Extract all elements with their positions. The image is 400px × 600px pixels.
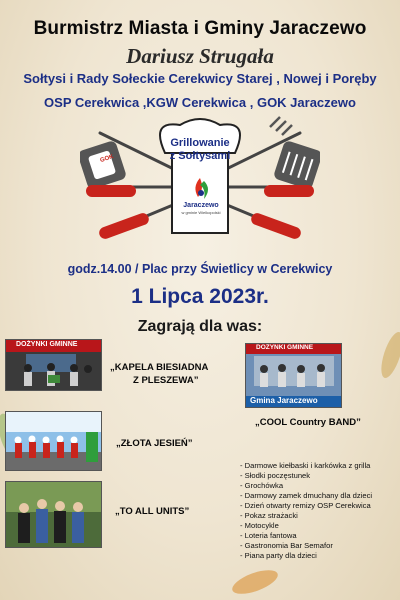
leaf-decoration-bottom: [225, 560, 285, 600]
gmina-caption: Gmina Jaraczewo: [250, 396, 318, 405]
attraction-item: - Piana party dla dzieci: [240, 551, 317, 560]
attraction-item: - Loteria fantowa: [240, 531, 297, 540]
time-and-place: godz.14.00 / Plac przy Świetlicy w Cerekwicy: [67, 262, 333, 276]
attraction-item: - Darmowy zamek dmuchany dla dzieci: [240, 491, 373, 500]
band-photo-zlota-jesien: [5, 411, 102, 471]
attraction-item: - Grochówka: [240, 481, 284, 490]
co-organizers-line: Sołtysi i Rady Sołeckie Cerekwicy Starej , Nowej i Poręby: [23, 71, 377, 86]
attraction-item: - Darmowe kiełbaski i karkówka z grilla: [240, 461, 371, 470]
jaraczewo-logo: [176, 202, 226, 216]
band-name-kapela-line2: Z PLESZEWA”: [133, 375, 199, 386]
attraction-item: - Motocykle: [240, 521, 279, 530]
band-photo-cool-country: [245, 343, 342, 408]
event-date: 1 Lipca 2023r.: [131, 285, 269, 308]
band-name-zlota-jesien: „ZŁOTA JESIEŃ”: [116, 438, 193, 449]
band-photo-to-all-units: [5, 481, 102, 548]
gok-logo: GOK: [99, 154, 115, 164]
emblem-title-line1: Grillowanie: [170, 137, 230, 149]
attraction-item: - Dzień otwarty remizy OSP Cerekwica: [240, 501, 371, 510]
attractions-list: [240, 461, 400, 561]
attraction-item: - Pokaz strażacki: [240, 511, 298, 520]
band-name-cool-country: „COOL Country BAND”: [255, 417, 361, 428]
emblem-title-line2: z Sołtysami: [169, 150, 231, 162]
jaraczewo-logo-sub: w gminie Wielkopolski: [181, 210, 221, 215]
band-photo-banner: DOŻYNKI GMINNE: [256, 344, 314, 351]
band-name-kapela-line1: „KAPELA BIESIADNA: [110, 362, 209, 373]
partners-line: OSP Cerekwica ,KGW Cerekwica , GOK Jaraczewo: [44, 95, 356, 110]
emblem-title: [145, 137, 255, 163]
attraction-item: - Słodki poczęstunek: [240, 471, 311, 480]
band-photo-kapela: [5, 339, 102, 391]
jaraczewo-logo-text: Jaraczewo: [183, 202, 219, 209]
band-photo-banner: DOŻYNKI GMINNE: [16, 341, 78, 348]
band-name-to-all-units: „TO ALL UNITS”: [115, 506, 190, 517]
bands-heading: Zagrają dla was:: [137, 318, 263, 335]
attraction-item: - Gastronomia Bar Semafor: [240, 541, 333, 550]
mayor-name: Dariusz Strugała: [126, 44, 274, 68]
band-name-kapela: [110, 361, 208, 387]
organizer-line: Burmistrz Miasta i Gminy Jaraczewo: [33, 18, 367, 39]
